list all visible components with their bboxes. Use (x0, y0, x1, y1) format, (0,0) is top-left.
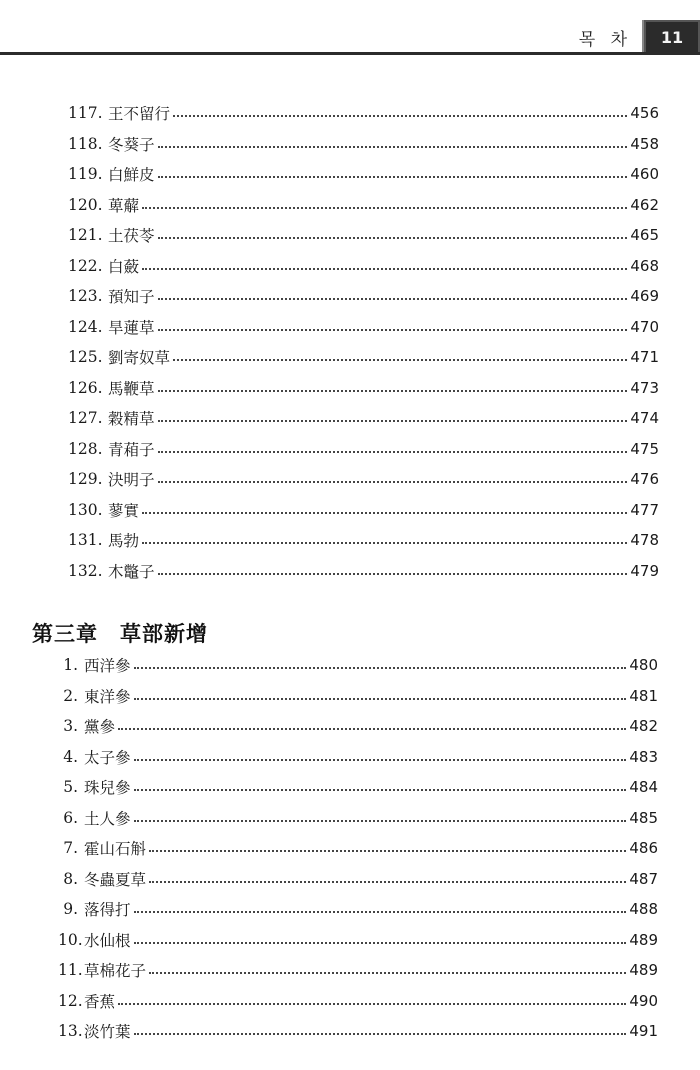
entry-title: 馬勃 (108, 532, 140, 551)
entry-title: 西洋參 (84, 657, 131, 676)
entry-number: 12. (58, 991, 83, 1010)
dot-leader (134, 820, 627, 822)
entry-page: 474 (630, 409, 659, 428)
toc-entry (0, 925, 700, 956)
toc-entry (0, 342, 700, 373)
toc-entry (0, 986, 700, 1017)
entry-title: 蓼實 (108, 501, 140, 520)
dot-leader (158, 298, 628, 300)
toc-entry (0, 803, 700, 834)
header-rule (0, 52, 700, 55)
dot-leader (158, 146, 628, 148)
entry-title: 王不留行 (108, 105, 171, 124)
entry-number: 118. (68, 134, 103, 153)
entry-title: 珠兒參 (84, 779, 131, 798)
entry-page: 468 (630, 256, 659, 275)
entry-page: 475 (630, 439, 659, 458)
entry-title: 土茯苓 (108, 227, 155, 246)
entry-title: 土人參 (84, 809, 131, 828)
entry-title: 白蘞 (108, 257, 140, 276)
entry-number: 122. (68, 256, 103, 275)
entry-title: 東洋參 (84, 687, 131, 706)
entry-page: 469 (630, 287, 659, 306)
entry-number: 6. (63, 808, 78, 827)
entry-page: 482 (629, 717, 658, 736)
entry-number: 128. (68, 439, 103, 458)
entry-title: 冬蟲夏草 (84, 870, 147, 889)
entry-page: 481 (629, 686, 658, 705)
dot-leader (173, 115, 627, 117)
dot-leader (118, 1003, 626, 1005)
dot-leader (134, 698, 627, 700)
toc-entry (0, 742, 700, 773)
toc-section-chapter3 (0, 650, 700, 1047)
dot-leader (149, 850, 626, 852)
entry-title: 木鼈子 (108, 562, 155, 581)
dot-leader (158, 237, 628, 239)
entry-number: 10. (58, 930, 83, 949)
entry-page: 491 (629, 1022, 658, 1041)
entry-title: 草棉花子 (84, 962, 147, 981)
entry-title: 萆薢 (108, 196, 140, 215)
toc-entry (0, 495, 700, 526)
toc-entry (0, 556, 700, 587)
entry-title: 霍山石斛 (84, 840, 147, 859)
entry-page: 458 (630, 134, 659, 153)
toc-entry (0, 190, 700, 221)
dot-leader (158, 451, 628, 453)
entry-title: 預知子 (108, 288, 155, 307)
entry-title: 落得打 (84, 901, 131, 920)
dot-leader (134, 942, 627, 944)
entry-page: 465 (630, 226, 659, 245)
toc-entry (0, 525, 700, 556)
entry-number: 126. (68, 378, 103, 397)
entry-title: 旱蓮草 (108, 318, 155, 337)
entry-page: 485 (629, 808, 658, 827)
entry-title: 黨參 (84, 718, 116, 737)
toc-entry (0, 98, 700, 129)
entry-title: 白鮮皮 (108, 166, 155, 185)
entry-page: 479 (630, 561, 659, 580)
toc-entry (0, 464, 700, 495)
dot-leader (134, 911, 627, 913)
entry-number: 4. (63, 747, 78, 766)
entry-page: 488 (629, 900, 658, 919)
entry-page: 489 (629, 961, 658, 980)
toc-entry (0, 1016, 700, 1047)
dot-leader (158, 390, 628, 392)
entry-title: 決明子 (108, 471, 155, 490)
toc-entry (0, 373, 700, 404)
dot-leader (149, 881, 626, 883)
toc-entry (0, 894, 700, 925)
dot-leader (118, 728, 626, 730)
entry-title: 冬葵子 (108, 135, 155, 154)
entry-page: 487 (629, 869, 658, 888)
dot-leader (134, 789, 627, 791)
dot-leader (134, 759, 627, 761)
entry-number: 9. (63, 900, 78, 919)
dot-leader (173, 359, 627, 361)
toc-entry (0, 129, 700, 160)
entry-page: 473 (630, 378, 659, 397)
dot-leader (158, 176, 628, 178)
chapter-heading: 第三章 草部新增 (32, 621, 208, 646)
entry-number: 132. (68, 561, 103, 580)
dot-leader (142, 207, 627, 209)
entry-number: 7. (63, 839, 78, 858)
dot-leader (158, 329, 628, 331)
page-number-badge: 11 (642, 20, 700, 54)
toc-entry (0, 251, 700, 282)
dot-leader (134, 1033, 627, 1035)
entry-page: 486 (629, 839, 658, 858)
toc-entry (0, 864, 700, 895)
entry-number: 11. (58, 961, 83, 980)
entry-number: 1. (63, 656, 78, 675)
entry-page: 470 (630, 317, 659, 336)
entry-title: 淡竹葉 (84, 1023, 131, 1042)
toc-entry (0, 681, 700, 712)
entry-page: 480 (629, 656, 658, 675)
toc-entry (0, 711, 700, 742)
entry-number: 120. (68, 195, 103, 214)
toc-entry (0, 650, 700, 681)
entry-page: 471 (630, 348, 659, 367)
entry-number: 8. (63, 869, 78, 888)
entry-number: 5. (63, 778, 78, 797)
entry-number: 117. (68, 104, 103, 123)
entry-page: 478 (630, 531, 659, 550)
dot-leader (149, 972, 626, 974)
entry-page: 460 (630, 165, 659, 184)
dot-leader (142, 542, 627, 544)
entry-number: 2. (63, 686, 78, 705)
entry-number: 124. (68, 317, 103, 336)
toc-entry (0, 312, 700, 343)
entry-page: 477 (630, 500, 659, 519)
entry-number: 123. (68, 287, 103, 306)
entry-number: 131. (68, 531, 103, 550)
toc-entry (0, 955, 700, 986)
entry-number: 129. (68, 470, 103, 489)
toc-section-continued (0, 98, 700, 586)
dot-leader (134, 667, 627, 669)
entry-title: 穀精草 (108, 410, 155, 429)
entry-title: 劉寄奴草 (108, 349, 171, 368)
toc-entry (0, 281, 700, 312)
entry-title: 青葙子 (108, 440, 155, 459)
dot-leader (158, 420, 628, 422)
dot-leader (142, 268, 627, 270)
toc-entry (0, 833, 700, 864)
entry-number: 130. (68, 500, 103, 519)
entry-page: 490 (629, 991, 658, 1010)
toc-entry (0, 159, 700, 190)
entry-number: 121. (68, 226, 103, 245)
entry-page: 476 (630, 470, 659, 489)
dot-leader (158, 573, 628, 575)
dot-leader (142, 512, 627, 514)
toc-entry (0, 220, 700, 251)
entry-page: 489 (629, 930, 658, 949)
toc-entry (0, 434, 700, 465)
header-title: 목 차 (578, 29, 632, 50)
toc-entry (0, 772, 700, 803)
entry-number: 125. (68, 348, 103, 367)
entry-number: 13. (58, 1022, 83, 1041)
entry-page: 462 (630, 195, 659, 214)
entry-title: 馬鞭草 (108, 379, 155, 398)
toc-entry (0, 403, 700, 434)
entry-page: 483 (629, 747, 658, 766)
entry-page: 456 (630, 104, 659, 123)
dot-leader (158, 481, 628, 483)
entry-title: 太子參 (84, 748, 131, 767)
entry-title: 水仙根 (84, 931, 131, 950)
entry-number: 3. (63, 717, 78, 736)
entry-number: 119. (68, 165, 103, 184)
running-header (579, 20, 700, 54)
entry-page: 484 (629, 778, 658, 797)
entry-title: 香蕉 (84, 992, 116, 1011)
entry-number: 127. (68, 409, 103, 428)
